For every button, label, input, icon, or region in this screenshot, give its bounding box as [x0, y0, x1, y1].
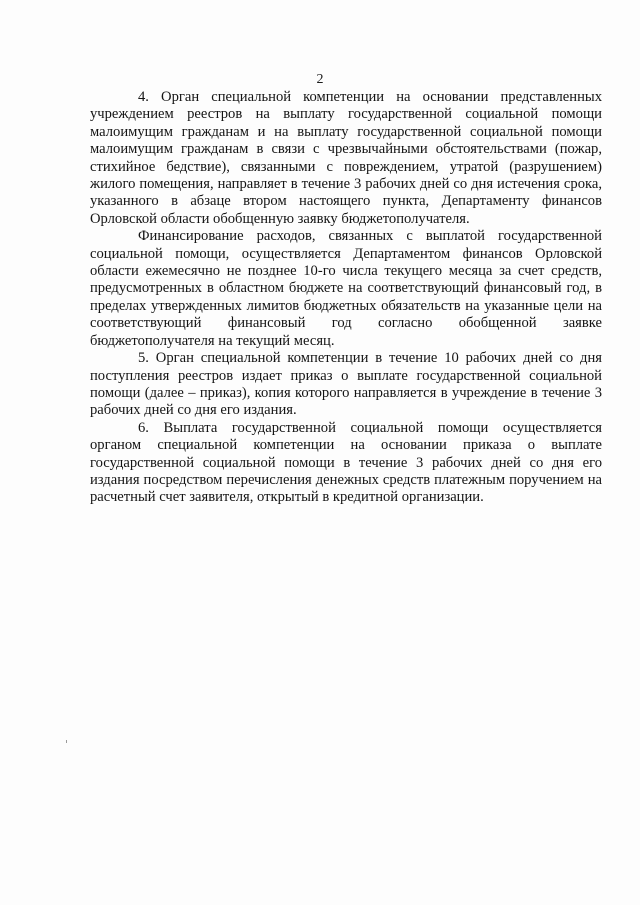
document-body — [90, 89, 602, 507]
paragraph-financing: Финансирование расходов, связанных с выплатой государственной социальной помощи, осуществляется Департаментом финансов Орловской области ежемесячно не позднее 10-го числа текущего месяца за счет средств, предусмотренных в областном бюджете на соответствующий финансовый год, в пределах утвержденных лимитов бюджетных обязательств на указанные цели на соответствующий финансовый год согласно обобщенной заявке бюджетополучателя на текущий месяц. — [90, 228, 602, 349]
paragraph-item-4: 4. Орган специальной компетенции на основании представленных учреждением реестров на выплату государственной социальной помощи малоимущим гражданам и на выплату государственной социальной помощи малоимущим гражданам в связи с чрезвычайными обстоятельствами (пожар, стихийное бедствие), связанными с повреждением, утратой (разрушением) жилого помещения, направляет в течение 3 рабочих дней со дня истечения срока, указанного в абзаце втором настоящего пункта, Департаменту финансов Орловской области обобщенную заявку бюджетополучателя. — [90, 89, 602, 227]
scan-speck — [66, 740, 67, 743]
page-number: 2 — [316, 72, 324, 87]
paragraph-item-6: 6. Выплата государственной социальной помощи осуществляется органом специальной компетенции на основании приказа о выплате государственной социальной помощи в течение 3 рабочих дней со дня его издания посредством перечисления денежных средств платежным поручением на расчетный счет заявителя, открытый в кредитной организации. — [90, 419, 602, 506]
paragraph-item-5: 5. Орган специальной компетенции в течение 10 рабочих дней со дня поступления реестров издает приказ о выплате государственной социальной помощи (далее – приказ), копия которого направляется в учреждение в течение 3 рабочих дней со дня его издания. — [90, 350, 602, 419]
